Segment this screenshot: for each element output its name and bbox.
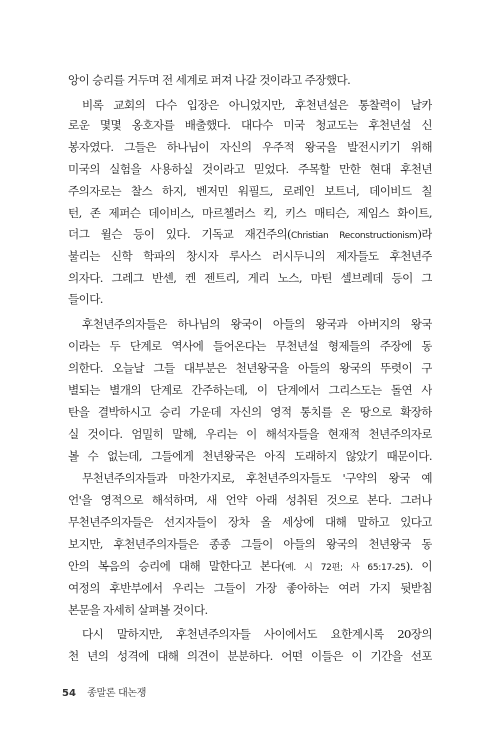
text-line: 로운 몇몇 옹호자를 배출했다. 대다수 미국 청교도는 후천년설 신: [68, 118, 432, 132]
text-line: 볼 수 없는데, 그들에게 천년왕국은 아직 도래하지 않았기 때문이다.: [68, 449, 432, 463]
text-line: 다시 말하지만, 후천년주의자들 사이에서도 요한계시록 20장의: [82, 627, 432, 641]
text-line: 봉자였다. 그들은 하나님이 자신의 우주적 왕국을 발전시키기 위해: [68, 140, 432, 154]
text-line: 주의자로는 찰스 하지, 벤저민 워필드, 로레인 보트너, 데이비드 칠: [68, 184, 432, 198]
text-segment: 안의 복음의 승리에 대해 말한다고 본다(: [68, 559, 286, 573]
text-line: 본문을 자세히 살펴볼 것이다.: [68, 603, 208, 617]
text-line: 들이다.: [68, 292, 103, 306]
text-line: 언'을 영적으로 해석하며, 새 언약 아래 성취된 것으로 본다. 그러나: [68, 493, 432, 507]
text-line: 무천년주의자들은 선지자들이 장차 올 세상에 대해 말하고 있다고: [68, 515, 432, 529]
text-line: 의한다. 오늘날 그들 대부분은 천년왕국을 아들의 왕국의 뚜렷이 구: [68, 361, 432, 375]
text-segment: 더그 윌슨 등이 있다. 기독교 재건주의(: [68, 227, 291, 241]
text-line: 탄을 결박하시고 승리 가운데 자신의 영적 통치를 온 땅으로 확장하: [68, 405, 432, 419]
text-segment: ). 이: [405, 559, 432, 573]
text-line: 실 것이다. 엄밀히 말해, 우리는 이 해석자들을 현재적 천년주의자로: [68, 427, 432, 441]
text-line: [68, 227, 432, 241]
text-line: 미국의 실험을 사용하실 것이라고 믿었다. 주목할 만한 현대 후천년: [68, 162, 432, 176]
english-term: Christian Reconstructionism: [290, 231, 418, 241]
text-line: 비록 교회의 다수 입장은 아니었지만, 후천년설은 통찰력이 날카: [82, 98, 432, 112]
text-line: 여정의 후반부에서 우리는 그들이 가장 좋아하는 여러 가지 뒷받침: [68, 581, 432, 595]
book-title: 종말론 대논쟁: [87, 688, 147, 699]
page-footer: [62, 684, 146, 699]
text-line: [68, 559, 432, 573]
text-line: 별되는 별개의 단계로 간주하는데, 이 단계에서 그리스도는 돌연 사: [68, 383, 432, 397]
page-number: 54: [62, 688, 76, 699]
text-line: 무천년주의자들과 마찬가지로, 후천년주의자들도 '구약의 왕국 예: [82, 471, 432, 485]
scripture-reference: 예. 시 72편; 사 65:17-25: [285, 563, 406, 573]
text-line: 불리는 신학 학파의 창시자 루사스 러시두니의 제자들도 후천년주: [68, 249, 432, 263]
text-line: 천 년의 성격에 대해 의견이 분분하다. 어떤 이들은 이 기간을 선포: [68, 649, 432, 663]
text-line: 이라는 두 단계로 역사에 들어온다는 무천년설 형제들의 주장에 동: [68, 339, 432, 353]
text-segment: )라: [417, 227, 432, 241]
text-line: 턴, 존 제퍼슨 데이비스, 마르첼러스 킥, 키스 매티슨, 제임스 화이트,: [68, 206, 432, 220]
text-line: 의자다. 그레그 반센, 켄 젠트리, 게리 노스, 마틴 셀브레데 등이 그: [68, 271, 432, 285]
text-line: 후천년주의자들은 하나님의 왕국이 아들의 왕국과 아버지의 왕국: [82, 317, 432, 331]
text-line: 보지만, 후천년주의자들은 종종 그들이 아들의 왕국의 천년왕국 동: [68, 537, 432, 551]
text-line: 앙이 승리를 거두며 전 세계로 퍼져 나갈 것이라고 주장했다.: [68, 73, 351, 87]
